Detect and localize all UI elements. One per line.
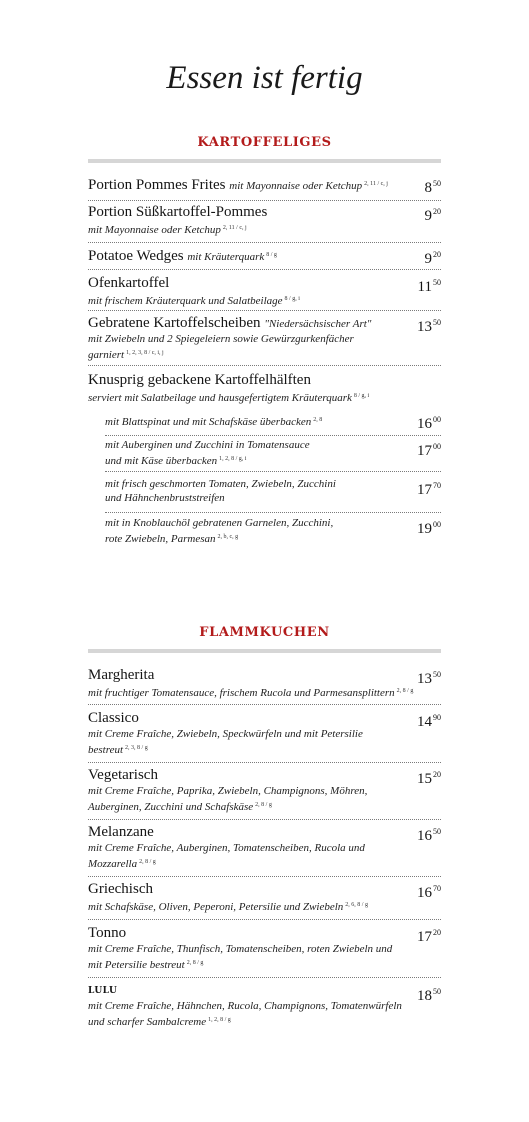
item-name: Griechisch <box>88 881 153 897</box>
menu-item-griechisch <box>88 880 441 920</box>
allergen-codes: 2, 6, 8 / g <box>345 902 368 908</box>
item-description-line: garniert $^{1, 2, 3, 8 / c, i, j}$ <box>88 349 164 361</box>
allergen-codes: 2, 8 / g <box>396 688 414 694</box>
menu-item-margherita <box>88 666 441 705</box>
item-price: $11^{50}$ <box>417 278 441 295</box>
sub-item-description-line: mit in Knoblauchöl gebratenen Garnelen, Zucchini, <box>105 517 334 529</box>
sub-item-description-line: und Hähnchenbruststreifen <box>105 492 225 504</box>
allergen-codes: 1, 2, 3, 8 / c, i, j <box>126 350 164 356</box>
allergen-codes: 8 / g <box>266 252 277 258</box>
item-description-line: serviert mit Salatbeilage und hausgefertigtem Kräuterquark $^{8 / g, i}$ <box>88 392 370 404</box>
item-price: $9^{20}$ <box>424 207 441 224</box>
allergen-codes: 2, 8 / g <box>139 859 156 865</box>
allergen-codes: 2, 3, 8 / g <box>125 745 148 751</box>
item-description-line: mit fruchtiger Tomatensauce, frischem Rucola und Parmesansplittern $^{2, 8 / g}$ <box>88 687 414 699</box>
item-description-line: mit Petersilie bestreut $^{2, 8 / g}$ <box>88 959 204 971</box>
item-name: Vegetarisch <box>88 767 158 783</box>
menu-item-potatoe-wedges <box>88 246 441 270</box>
item-description-line: mit Zwiebeln und 2 Spiegeleiern sowie Gewürzgurkenfächer <box>88 333 354 345</box>
menu-item-pommes-frites <box>88 175 441 201</box>
item-description-line: mit Creme Fraîche, Paprika, Zwiebeln, Champignons, Möhren, <box>88 785 368 797</box>
sub-item-garnelen <box>105 516 441 550</box>
item-price: $16^{00}$ <box>417 415 441 432</box>
section-divider <box>88 159 441 163</box>
item-name: Portion Pommes Frites <box>88 177 226 193</box>
item-description-line: bestreut $^{2, 3, 8 / g}$ <box>88 744 148 756</box>
item-price: $9^{20}$ <box>424 250 441 267</box>
menu-title: Essen ist fertig <box>166 60 363 96</box>
item-description-line: Mozzarella $^{2, 8 / g}$ <box>88 858 156 870</box>
item-name: Classico <box>88 710 139 726</box>
menu-item-ofenkartoffel <box>88 274 441 311</box>
item-description: "Niedersächsischer Art" <box>264 318 372 330</box>
item-price: $17^{20}$ <box>417 928 441 945</box>
item-description: mit Kräuterquark <box>187 251 265 263</box>
item-description-line: mit frischem Kräuterquark und Salatbeilage $^{8 / g, i}$ <box>88 295 300 307</box>
allergen-codes: 2, 8 <box>313 417 323 423</box>
item-price: $16^{70}$ <box>417 884 441 901</box>
item-description-line: Auberginen, Zucchini und Schafskäse $^{2, 8 / g}$ <box>88 801 272 813</box>
item-name: Knusprig gebackene Kartoffelhälften <box>88 372 311 388</box>
item-name: Melanzane <box>88 824 154 840</box>
item-name: Ofenkartoffel <box>88 275 170 291</box>
item-name: Tonno <box>88 925 127 941</box>
item-price: $18^{50}$ <box>417 987 441 1004</box>
sub-item-description-line: rote Zwiebeln, Parmesan $^{2, b, c, g}$ <box>105 533 239 545</box>
menu-item-suesskartoffel <box>88 203 441 243</box>
item-price: $15^{20}$ <box>417 770 441 787</box>
sub-item-tomaten-haehnchen <box>105 477 441 513</box>
sub-item-description-line: mit frisch geschmorten Tomaten, Zwiebeln, Zucchini <box>105 478 336 490</box>
item-name: Margherita <box>88 667 155 683</box>
allergen-codes: 2, b, c, g <box>217 534 239 540</box>
menu-item-vegetarisch <box>88 766 441 820</box>
allergen-codes: 1, 2, 8 / g, i <box>219 456 247 462</box>
item-description-line: mit Creme Fraîche, Hähnchen, Rucola, Champignons, Tomatenwürfeln <box>88 1000 402 1012</box>
item-price: $14^{90}$ <box>417 713 441 730</box>
item-description: mit Mayonnaise oder Ketchup <box>229 180 363 192</box>
allergen-codes: 8 / g, i <box>353 393 370 399</box>
item-name: Gebratene Kartoffelscheiben <box>88 315 261 331</box>
menu-item-tonno <box>88 924 441 978</box>
menu-item-lulu <box>88 983 441 1033</box>
item-description-line: mit Schafskäse, Oliven, Peperoni, Petersilie und Zwiebeln $^{2, 6, 8 / g}$ <box>88 901 368 913</box>
allergen-codes: 1, 2, 8 / g <box>208 1017 231 1023</box>
menu-item-kartoffelscheiben <box>88 314 441 366</box>
item-line <box>88 246 441 265</box>
allergen-codes: 2, 11 / c, j <box>364 181 388 187</box>
item-description-line: mit Creme Fraîche, Auberginen, Tomatenscheiben, Rucola und <box>88 842 365 854</box>
item-price: $19^{00}$ <box>417 520 441 537</box>
section-divider <box>88 649 441 653</box>
menu-item-classico <box>88 709 441 763</box>
item-name: Potatoe Wedges <box>88 248 184 264</box>
item-description-line: mit Creme Fraîche, Thunfisch, Tomatenscheiben, roten Zwiebeln und <box>88 943 393 955</box>
sub-item-description-line: und mit Käse überbacken $^{1, 2, 8 / g, i}$ <box>105 455 247 467</box>
item-price: $17^{70}$ <box>417 481 441 498</box>
item-price: $16^{50}$ <box>417 827 441 844</box>
sub-item-blattspinat <box>105 411 441 436</box>
item-price: $13^{50}$ <box>417 670 441 687</box>
sub-item-auberginen <box>105 438 441 472</box>
sub-item-description: mit Blattspinat und mit Schafskäse überbacken $^{2, 8}$ <box>105 416 323 428</box>
menu-item-melanzane <box>88 823 441 877</box>
item-name: LULU <box>88 986 118 996</box>
menu-item-kartoffelhaelften <box>88 371 441 403</box>
item-description-line: mit Mayonnaise oder Ketchup $^{2, 11 / c, j}$ <box>88 224 247 236</box>
allergen-codes: 2, 11 / c, j <box>222 225 247 231</box>
item-line <box>88 314 441 332</box>
allergen-codes: 8 / g, i <box>284 296 300 302</box>
section-title-flammkuchen: FLAMMKUCHEN <box>199 625 330 640</box>
item-name: Portion Süßkartoffel-Pommes <box>88 204 268 220</box>
item-description-line: mit Creme Fraîche, Zwiebeln, Speckwürfeln und mit Petersilie <box>88 728 363 740</box>
section-title-kartoffeliges: KARTOFFELIGES <box>197 135 332 150</box>
sub-item-description-line: mit Auberginen und Zucchini in Tomatensauce <box>105 439 310 451</box>
item-line <box>88 175 441 194</box>
item-description-line: und scharfer Sambalcreme $^{1, 2, 8 / g}$ <box>88 1016 231 1028</box>
allergen-codes: 2, 8 / g <box>255 802 272 808</box>
item-price: $17^{00}$ <box>417 442 441 459</box>
item-price: $13^{50}$ <box>417 318 441 335</box>
item-price: $8^{50}$ <box>424 179 441 196</box>
allergen-codes: 2, 8 / g <box>186 960 204 966</box>
